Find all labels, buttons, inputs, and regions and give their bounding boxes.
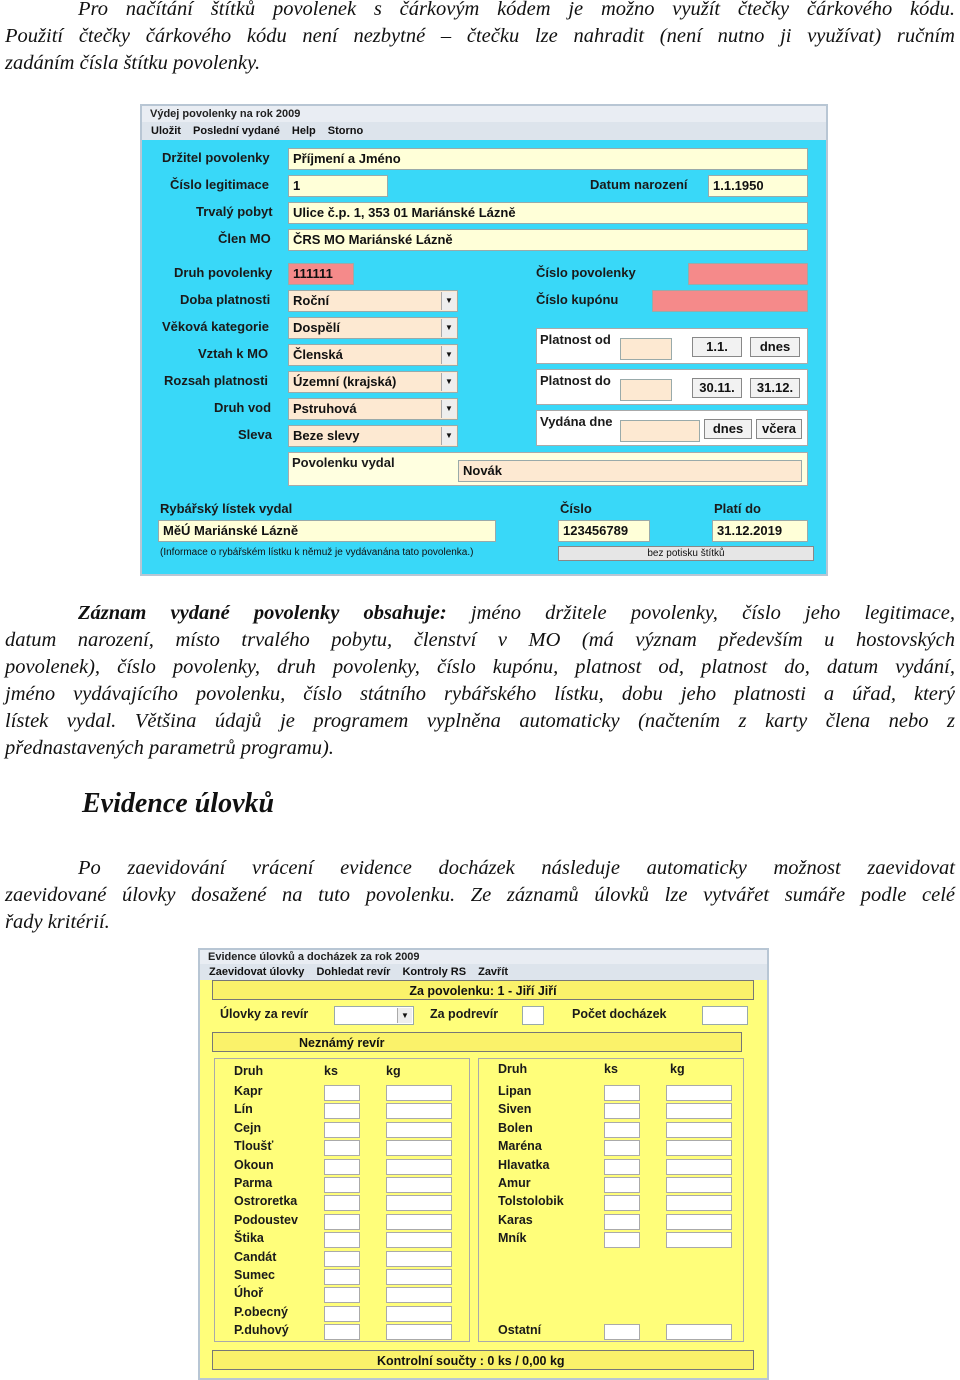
kg-input[interactable] <box>666 1085 732 1101</box>
catch-record-window <box>198 948 769 1380</box>
ks-input[interactable] <box>604 1232 640 1248</box>
visit-count-field[interactable] <box>702 1006 748 1025</box>
kg-input[interactable] <box>386 1324 452 1340</box>
species-label: Podoustev <box>234 1212 298 1227</box>
kg-input[interactable] <box>386 1103 452 1119</box>
residence-label: Trvalý pobyt <box>196 204 273 219</box>
right-col-species: Druh <box>498 1062 528 1076</box>
ks-input[interactable] <box>604 1214 640 1230</box>
species-label: P.obecný <box>234 1304 288 1319</box>
ks-input[interactable] <box>604 1177 640 1193</box>
record-line-1-rest: jméno držitele povolenky, číslo jeho legitimace, <box>446 602 956 624</box>
kg-input[interactable] <box>666 1140 732 1156</box>
kg-input[interactable] <box>386 1269 452 1285</box>
ks-input[interactable] <box>324 1232 360 1248</box>
license-note: (Informace o rybářském lístku k němuž je vydávanána tato povolenka.) <box>160 547 474 558</box>
valid-from-1-1-button[interactable]: 1.1. <box>692 337 742 357</box>
species-label: Mník <box>498 1231 527 1246</box>
menu-find-area[interactable]: Dohledat revír <box>316 966 391 978</box>
chevron-down-icon[interactable]: ▼ <box>441 427 456 445</box>
subarea-field[interactable] <box>522 1006 544 1025</box>
permit-type-label: Druh povolenky <box>174 265 273 280</box>
valid-from-label: Platnost od <box>540 332 611 347</box>
water-type-value: Pstruhová <box>293 401 357 416</box>
record-line-4: jméno vydávajícího povolenku, číslo státního rybářského lístku, dobu jeho platnosti a úřad, který <box>5 683 955 705</box>
ks-input[interactable] <box>324 1122 360 1138</box>
visit-count-label: Počet docházek <box>572 1007 667 1021</box>
issued-yesterday-button[interactable]: včera <box>756 419 802 439</box>
kg-input[interactable] <box>386 1122 452 1138</box>
valid-to-label: Platnost do <box>540 373 611 388</box>
catch-line-3: řady kritérií. <box>5 911 110 933</box>
menu-checks[interactable]: Kontroly RS <box>402 966 467 978</box>
species-label: Lipan <box>498 1084 532 1098</box>
left-col-kg: kg <box>386 1064 401 1078</box>
ks-input[interactable] <box>324 1324 360 1340</box>
kg-input[interactable] <box>386 1177 452 1193</box>
ks-input[interactable] <box>324 1085 360 1101</box>
species-label: Sumec <box>234 1268 275 1282</box>
license-issuer-label: Rybářský lístek vydal <box>160 501 293 516</box>
issued-by-label: Povolenku vydal <box>292 455 395 470</box>
valid-from-field[interactable] <box>620 338 672 360</box>
ks-input[interactable] <box>604 1140 640 1156</box>
menu-close[interactable]: Zavřít <box>478 966 509 978</box>
species-label: Kapr <box>234 1084 263 1098</box>
no-label-print-button[interactable]: bez potisku štítků <box>558 546 814 561</box>
license-number-field[interactable]: 123456789 <box>558 520 650 542</box>
kg-input[interactable] <box>666 1195 732 1211</box>
discount-value: Beze slevy <box>293 428 360 443</box>
species-label: Ostroretka <box>234 1194 298 1209</box>
kg-input[interactable] <box>386 1195 452 1211</box>
id-number-label: Číslo legitimace <box>170 177 269 192</box>
kg-input[interactable] <box>666 1177 732 1193</box>
window-title: Výdej povolenky na rok 2009 <box>142 106 826 122</box>
intro-line-1: Pro načítání štítků povolenek s čárkovým kódem je možno využít čtečky čárkového kódu. <box>78 0 955 20</box>
ks-input[interactable] <box>324 1103 360 1119</box>
scope-value: Územní (krajská) <box>293 374 397 389</box>
coupon-number-label: Číslo kupónu <box>536 292 619 307</box>
kg-input[interactable] <box>666 1122 732 1138</box>
kg-input[interactable] <box>386 1306 452 1322</box>
ks-input[interactable] <box>324 1306 360 1322</box>
member-field[interactable]: ČRS MO Mariánské Lázně <box>288 229 808 251</box>
ks-input[interactable] <box>324 1177 360 1193</box>
species-label: Siven <box>498 1102 532 1117</box>
kg-input[interactable] <box>666 1103 732 1119</box>
catch-paragraph <box>5 855 955 936</box>
menu-bar <box>200 964 767 980</box>
ks-input[interactable] <box>324 1195 360 1211</box>
holder-label: Držitel povolenky <box>162 150 270 165</box>
left-col-ks: ks <box>324 1064 338 1078</box>
kg-input[interactable] <box>666 1214 732 1230</box>
ks-input[interactable] <box>324 1251 360 1267</box>
catches-by-area-label: Úlovky za revír <box>220 1007 309 1021</box>
menu-help[interactable]: Help <box>291 125 316 137</box>
species-label: Lín <box>234 1102 253 1117</box>
relation-value: Členská <box>293 347 343 362</box>
intro-paragraph <box>5 0 955 77</box>
chevron-down-icon[interactable]: ▼ <box>441 319 456 337</box>
species-label: Karas <box>498 1212 533 1227</box>
valid-to-field[interactable] <box>620 379 672 401</box>
discount-label: Sleva <box>238 427 272 442</box>
duration-value: Roční <box>293 293 330 308</box>
species-label: Amur <box>498 1176 531 1190</box>
record-line-2: datum narození, místo trvalého pobytu, členství v MO (má význam především u hostovských <box>5 629 955 651</box>
record-lead: Záznam vydané povolenky obsahuje: <box>78 602 447 624</box>
ks-input[interactable] <box>604 1103 640 1119</box>
kg-input[interactable] <box>386 1159 452 1175</box>
species-label: Štika <box>234 1231 264 1246</box>
kg-input[interactable] <box>386 1085 452 1101</box>
record-line-5: lístek vydal. Většina údajů je programem vyplněna automaticky (načtením z karty člena nebo z <box>5 710 955 732</box>
record-line-6: přednastavených parametrů programu). <box>5 737 334 759</box>
kg-input[interactable] <box>666 1159 732 1175</box>
species-label: Okoun <box>234 1157 274 1172</box>
ks-input[interactable] <box>324 1287 360 1303</box>
intro-line-2: Použití čtečky čárkového kódu není nezbytné – čtečku lze nahradit (není nutno ji využívat) ručním <box>5 25 955 47</box>
by-subarea-label: Za podrevír <box>430 1007 499 1021</box>
ks-input[interactable] <box>604 1122 640 1138</box>
kg-input[interactable] <box>386 1251 452 1267</box>
species-label: Maréna <box>498 1139 542 1154</box>
menu-record-catches[interactable]: Zaevidovat úlovky <box>209 966 305 978</box>
valid-from-today-button[interactable]: dnes <box>750 337 800 357</box>
duration-select[interactable] <box>288 290 458 312</box>
discount-select[interactable] <box>288 425 458 447</box>
residence-field[interactable]: Ulice č.p. 1, 353 01 Mariánské Lázně <box>288 202 808 224</box>
issued-by-field[interactable]: Novák <box>458 460 802 482</box>
ks-input[interactable] <box>324 1214 360 1230</box>
totals-bar: Kontrolní součty : 0 ks / 0,00 kg <box>212 1350 754 1370</box>
menu-save[interactable]: Uložit <box>151 125 181 137</box>
species-label: Tloušť <box>234 1139 274 1154</box>
catch-line-1: Po zaevidování vrácení evidence docházek následuje automaticky možnost zaevidovat <box>78 857 955 879</box>
water-type-select[interactable] <box>288 398 458 420</box>
issued-on-label: Vydána dne <box>540 414 613 429</box>
permit-number-label: Číslo povolenky <box>536 265 636 280</box>
kg-input[interactable] <box>386 1214 452 1230</box>
catch-line-2: zaevidované úlovky dosažené na tuto povolenku. Ze záznamů úlovků lze vytvářet sumáře podle celé <box>5 884 955 906</box>
relation-label: Vztah k MO <box>198 346 269 361</box>
species-label: Candát <box>234 1249 277 1264</box>
license-valid-to-field[interactable]: 31.12.2019 <box>712 520 808 542</box>
record-line-1 <box>5 600 955 627</box>
kg-input[interactable] <box>666 1232 732 1248</box>
kg-input[interactable] <box>386 1140 452 1156</box>
ks-input[interactable] <box>324 1269 360 1285</box>
birth-date-field[interactable]: 1.1.1950 <box>708 175 808 197</box>
kg-input[interactable] <box>386 1287 452 1303</box>
area-select[interactable] <box>334 1006 414 1025</box>
species-label: Parma <box>234 1176 273 1190</box>
species-label: Hlavatka <box>498 1157 550 1172</box>
relation-select[interactable] <box>288 344 458 366</box>
scope-label: Rozsah platnosti <box>164 373 269 388</box>
intro-line-3: zadáním čísla štítku povolenky. <box>5 52 261 74</box>
permit-type-field[interactable]: 111111 <box>288 263 354 285</box>
chevron-down-icon[interactable]: ▼ <box>441 373 456 391</box>
ks-input[interactable] <box>324 1140 360 1156</box>
chevron-down-icon[interactable]: ▼ <box>441 346 456 364</box>
duration-label: Doba platnosti <box>180 292 271 307</box>
license-issuer-field[interactable]: MěÚ Mariánské Lázně <box>158 520 496 542</box>
window-title: Evidence úlovků a docházek za rok 2009 <box>200 950 767 964</box>
species-label: P.duhový <box>234 1323 289 1338</box>
kg-input[interactable] <box>666 1324 732 1340</box>
record-line-3: povolenek), číslo povolenky, druh povolenky, číslo kupónu, platnost od, platnost do, datum vydání, <box>5 656 955 678</box>
issued-today-button[interactable]: dnes <box>704 419 752 439</box>
member-label: Člen MO <box>218 231 271 246</box>
id-number-field[interactable]: 1 <box>288 175 388 197</box>
age-category-select[interactable] <box>288 317 458 339</box>
license-number-label: Číslo <box>560 501 592 516</box>
permit-number-field[interactable] <box>688 263 808 285</box>
species-label: Tolstolobik <box>498 1194 564 1209</box>
species-label: Úhoř <box>234 1286 264 1301</box>
issued-on-field[interactable] <box>620 420 700 442</box>
section-heading: Evidence úlovků <box>82 788 275 819</box>
chevron-down-icon[interactable]: ▼ <box>441 400 456 418</box>
species-label: Bolen <box>498 1120 533 1135</box>
menu-last-issued[interactable]: Poslední vydané <box>193 125 280 137</box>
scope-select[interactable] <box>288 371 458 393</box>
permit-bar: Za povolenku: 1 - Jiří Jiří <box>212 980 754 1000</box>
birth-date-label: Datum narození <box>590 177 688 192</box>
species-label: Cejn <box>234 1120 262 1135</box>
water-type-label: Druh vod <box>214 400 272 415</box>
ks-input[interactable] <box>604 1085 640 1101</box>
ks-input[interactable] <box>324 1159 360 1175</box>
age-category-label: Věková kategorie <box>162 319 269 334</box>
ks-input[interactable] <box>604 1159 640 1175</box>
valid-to-30-11-button[interactable]: 30.11. <box>692 378 742 398</box>
valid-to-31-12-button[interactable]: 31.12. <box>750 378 800 398</box>
chevron-down-icon[interactable]: ▼ <box>441 292 456 310</box>
kg-input[interactable] <box>386 1232 452 1248</box>
coupon-number-field[interactable] <box>652 290 808 312</box>
unknown-area-bar: Neznámý revír <box>212 1032 742 1052</box>
menu-bar <box>142 122 826 140</box>
age-category-value: Dospělí <box>293 320 340 335</box>
right-col-kg: kg <box>670 1062 685 1076</box>
chevron-down-icon[interactable]: ▼ <box>397 1008 412 1023</box>
right-col-ks: ks <box>604 1062 618 1076</box>
menu-cancel[interactable]: Storno <box>327 125 364 137</box>
species-label: Ostatní <box>498 1323 542 1337</box>
permit-issue-window <box>140 104 828 576</box>
license-valid-to-label: Platí do <box>714 501 761 516</box>
record-paragraph <box>5 600 955 762</box>
holder-field[interactable]: Příjmení a Jméno <box>288 148 808 170</box>
ks-input[interactable] <box>604 1195 640 1211</box>
ks-input[interactable] <box>604 1324 640 1340</box>
left-col-species: Druh <box>234 1064 264 1078</box>
